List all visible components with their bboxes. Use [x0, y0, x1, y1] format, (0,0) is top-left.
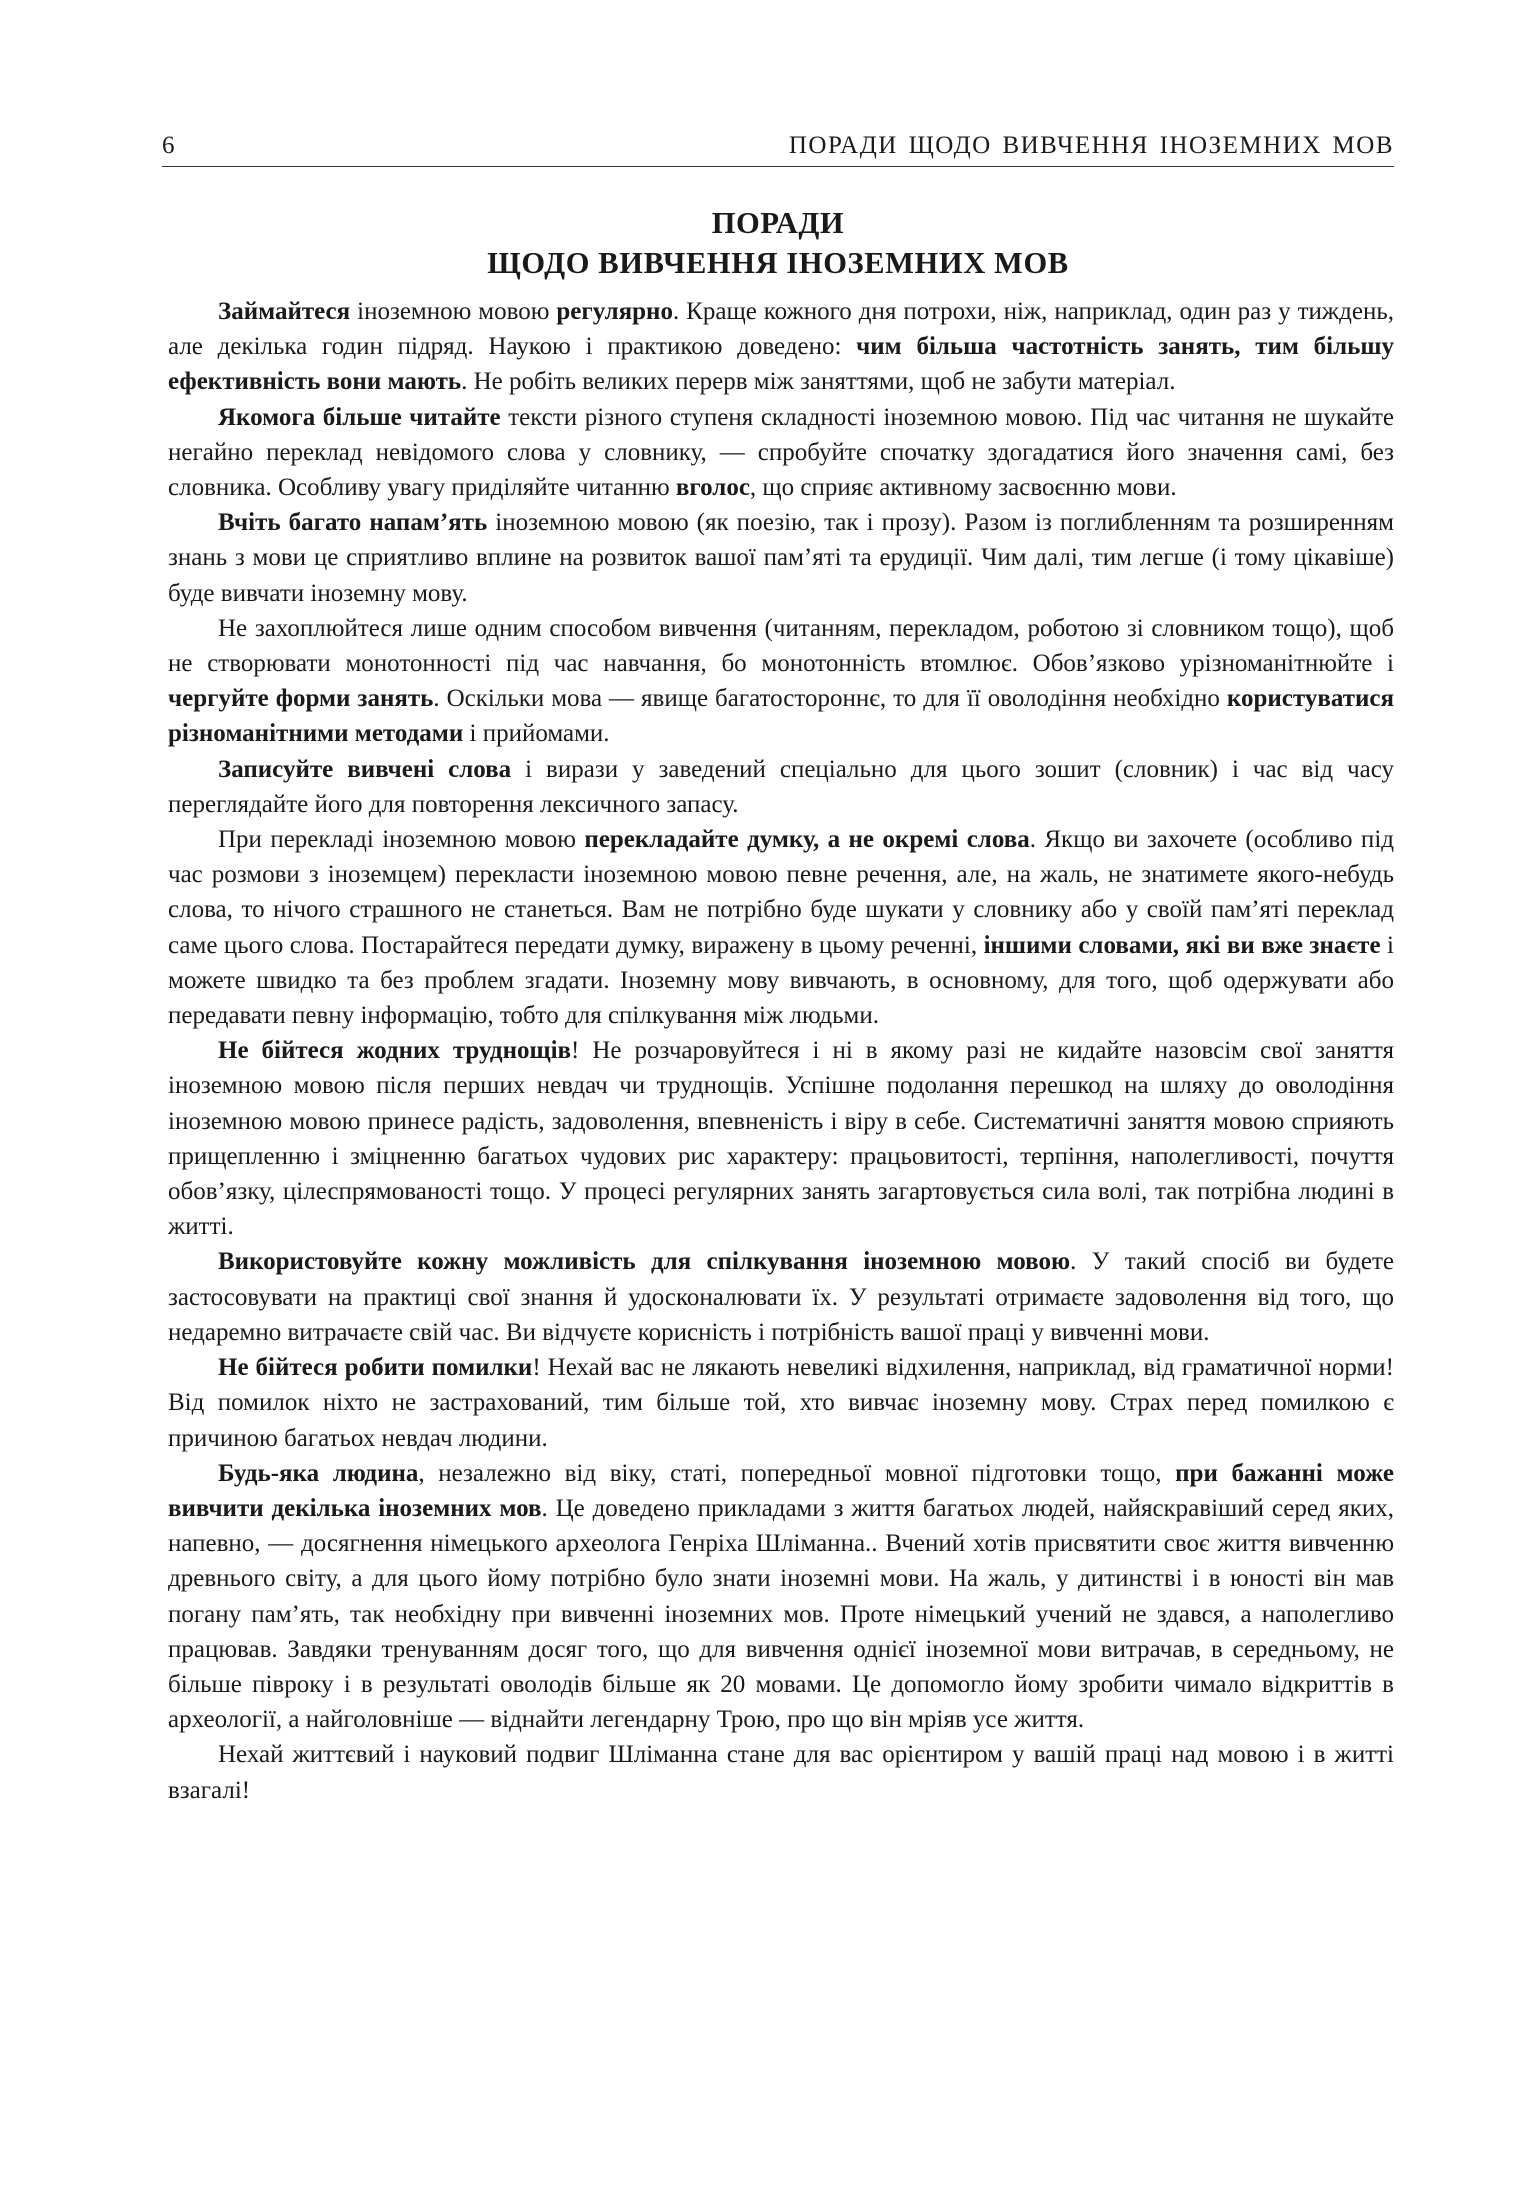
paragraph: [168, 752, 1394, 822]
paragraph: [168, 294, 1394, 400]
body-text: [168, 294, 1394, 1808]
bold-text-run: Займайтеся: [218, 298, 351, 325]
paragraph: [168, 611, 1394, 752]
bold-text-run: вголос: [675, 474, 750, 502]
bold-text-run: іншими словами, які ви вже знаєте: [983, 931, 1381, 959]
paragraph: [168, 1033, 1394, 1244]
text-run: . Якщо ви захочете (особливо під час розмови з іноземцем) перекласти іноземною мовою певне речення, але, на жаль, не знатимете якого-небудь слова, то нічого страшного не станеться. Вам не потрібно буде шукати у словнику або у своїй пам’яті переклад саме цього слова. Постарайтеся передати думку, виражену в цьому реченні,: [168, 826, 1394, 959]
bold-text-run: Записуйте вивчені слова: [218, 755, 512, 783]
text-run: . Краще кожного дня потрохи, ніж, наприклад, один раз у тиждень, але декілька годин підряд. Наукою і практикою доведено:: [168, 298, 1394, 361]
paragraph: [168, 1737, 1394, 1807]
bold-text-run: Не бійтеся жодних труднощів: [218, 1037, 572, 1065]
bold-text-run: Не бійтеся робити помилки: [218, 1354, 533, 1382]
bold-text-run: перекладайте думку, а не окремі слова: [584, 826, 1030, 854]
running-header-title: ПОРАДИ ЩОДО ВИВЧЕННЯ ІНОЗЕМНИХ МОВ: [788, 132, 1394, 159]
text-run: При перекладі іноземною мовою: [218, 826, 585, 854]
text-run: і можете швидко та без проблем згадати. Іноземну мову вивчають, в основному, для того, щоб одержувати або передавати певну інформацію, тобто для спілкування між людьми.: [168, 931, 1394, 1030]
text-run: ! Нехай вас не лякають невеликі відхилення, наприклад, від граматичної норми! Від помилок ніхто не застрахований, тим більше той, хто вивчає іноземну мову. Страх перед помилкою є причиною багатьох невдач людини.: [168, 1354, 1394, 1452]
title-line-1: ПОРАДИ: [711, 206, 845, 240]
text-run: . У такий спосіб ви будете застосовувати на практиці свої знання й удосконалювати їх. У результаті отримаєте задоволення від того, що недаремно витрачаєте свій час. Ви відчуєте корисність і потрібність вашої праці у вивченні мови.: [168, 1248, 1394, 1346]
paragraph: [168, 1456, 1394, 1738]
bold-text-run: при бажанні може вивчити декілька іноземних мов: [168, 1459, 1394, 1522]
text-run: . Це доведено прикладами з життя багатьох людей, найяскравіший серед яких, напевно, — досягнення німецького археолога Генріха Шліманна.. Вчений хотів присвятити своє життя вивченню древнього світу, а для цього йому потрібно було знати іноземні мови. На жаль, у дитинстві і в юності він мав погану пам’ять, так необхідну при вивченні іноземних мов. Проте німецький учений не здався, а наполегливо працював. Завдяки тренуванням досяг того, що для вивчення однієї іноземної мови витрачав, в середньому, не більше півроку і в результаті оволодів більше як 20 мовами. Це допомогло йому зробити чимало відкриттів в археології, а найголовніше — віднайти легендарну Трою, про що він мріяв усе життя.: [168, 1494, 1394, 1734]
text-run: іноземною мовою: [350, 298, 557, 325]
text-run: тексти різного ступеня складності іноземною мовою. Під час читання не шукайте негайно переклад невідомого слова у словнику, — спробуйте спочатку здогадатися його значення самі, без словника. Особливу увагу приділяйте читанню: [168, 403, 1395, 502]
paragraph: [168, 1350, 1394, 1456]
text-run: , незалежно від віку, статі, попередньої мовної підготовки тощо,: [418, 1459, 1176, 1487]
bold-text-run: Будь-яка людина: [218, 1459, 419, 1487]
bold-text-run: Якомога більше читайте: [218, 403, 501, 431]
bold-text-run: чергуйте форми занять: [168, 685, 434, 713]
bold-text-run: чим більша частотність занять, тим більшу ефективність вони мають: [168, 333, 1394, 396]
paragraph: [168, 1244, 1394, 1350]
bold-text-run: Вчіть багато напам’ять: [218, 509, 488, 537]
text-run: . Не робіть великих перерв між заняттями, щоб не забути матеріал.: [461, 368, 1176, 396]
bold-text-run: Використовуйте кожну можливість для спілкування іноземною мовою: [218, 1248, 1071, 1276]
page-number: 6: [162, 132, 175, 159]
text-run: ! Не розчаровуйтеся і ні в якому разі не кидайте назовсім свої заняття іноземною мовою після перших невдач чи труднощів. Успішне подолання перешкод на шляху до оволодіння іноземною мовою принесе радість, задоволення, впевненість і віру в себе. Систематичні заняття мовою сприяють прищепленню і зміцненню багатьох чудових рис характеру: працьовитості, терпіння, наполегливості, почуття обов’язку, цілеспрямованості тощо. У процесі регулярних занять загартовується сила волі, так потрібна людині в житті.: [168, 1037, 1394, 1241]
bold-text-run: користуватися різноманітними методами: [168, 685, 1394, 748]
title-line-2: ЩОДО ВИВЧЕННЯ ІНОЗЕМНИХ МОВ: [487, 246, 1069, 280]
text-run: і вирази у заведений спеціально для цього зошит (словник) і час від часу переглядайте його для повторення лексичного запасу.: [168, 755, 1394, 818]
text-run: , що сприяє активному засвоєнню мови.: [749, 474, 1177, 502]
running-header: [162, 132, 1394, 167]
page-title: [162, 203, 1394, 283]
text-run: Нехай життєвий і науковий подвиг Шліманна стане для вас орієнтиром у вашій праці над мовою і в житті взагалі!: [168, 1741, 1394, 1804]
paragraph: [168, 400, 1394, 506]
paragraph: [168, 505, 1394, 611]
text-run: іноземною мовою (як поезію, так і прозу). Разом із поглибленням та розширенням знань з мови це сприятливо вплине на розвиток вашої пам’яті та ерудиції. Чим далі, тим легше (і тому цікавіше) буде вивчати іноземну мову.: [168, 509, 1394, 607]
paragraph: [168, 822, 1394, 1033]
text-run: Не захоплюйтеся лише одним способом вивчення (читанням, перекладом, роботою зі словником тощо), щоб не створювати монотонності під час навчання, бо монотонність втомлює. Обов’язково урізноманітнюйте і: [168, 614, 1394, 678]
text-run: і прийомами.: [463, 720, 610, 748]
text-run: . Оскільки мова — явище багатостороннє, то для її оволодіння необхідно: [433, 685, 1227, 713]
bold-text-run: регулярно: [556, 298, 673, 325]
